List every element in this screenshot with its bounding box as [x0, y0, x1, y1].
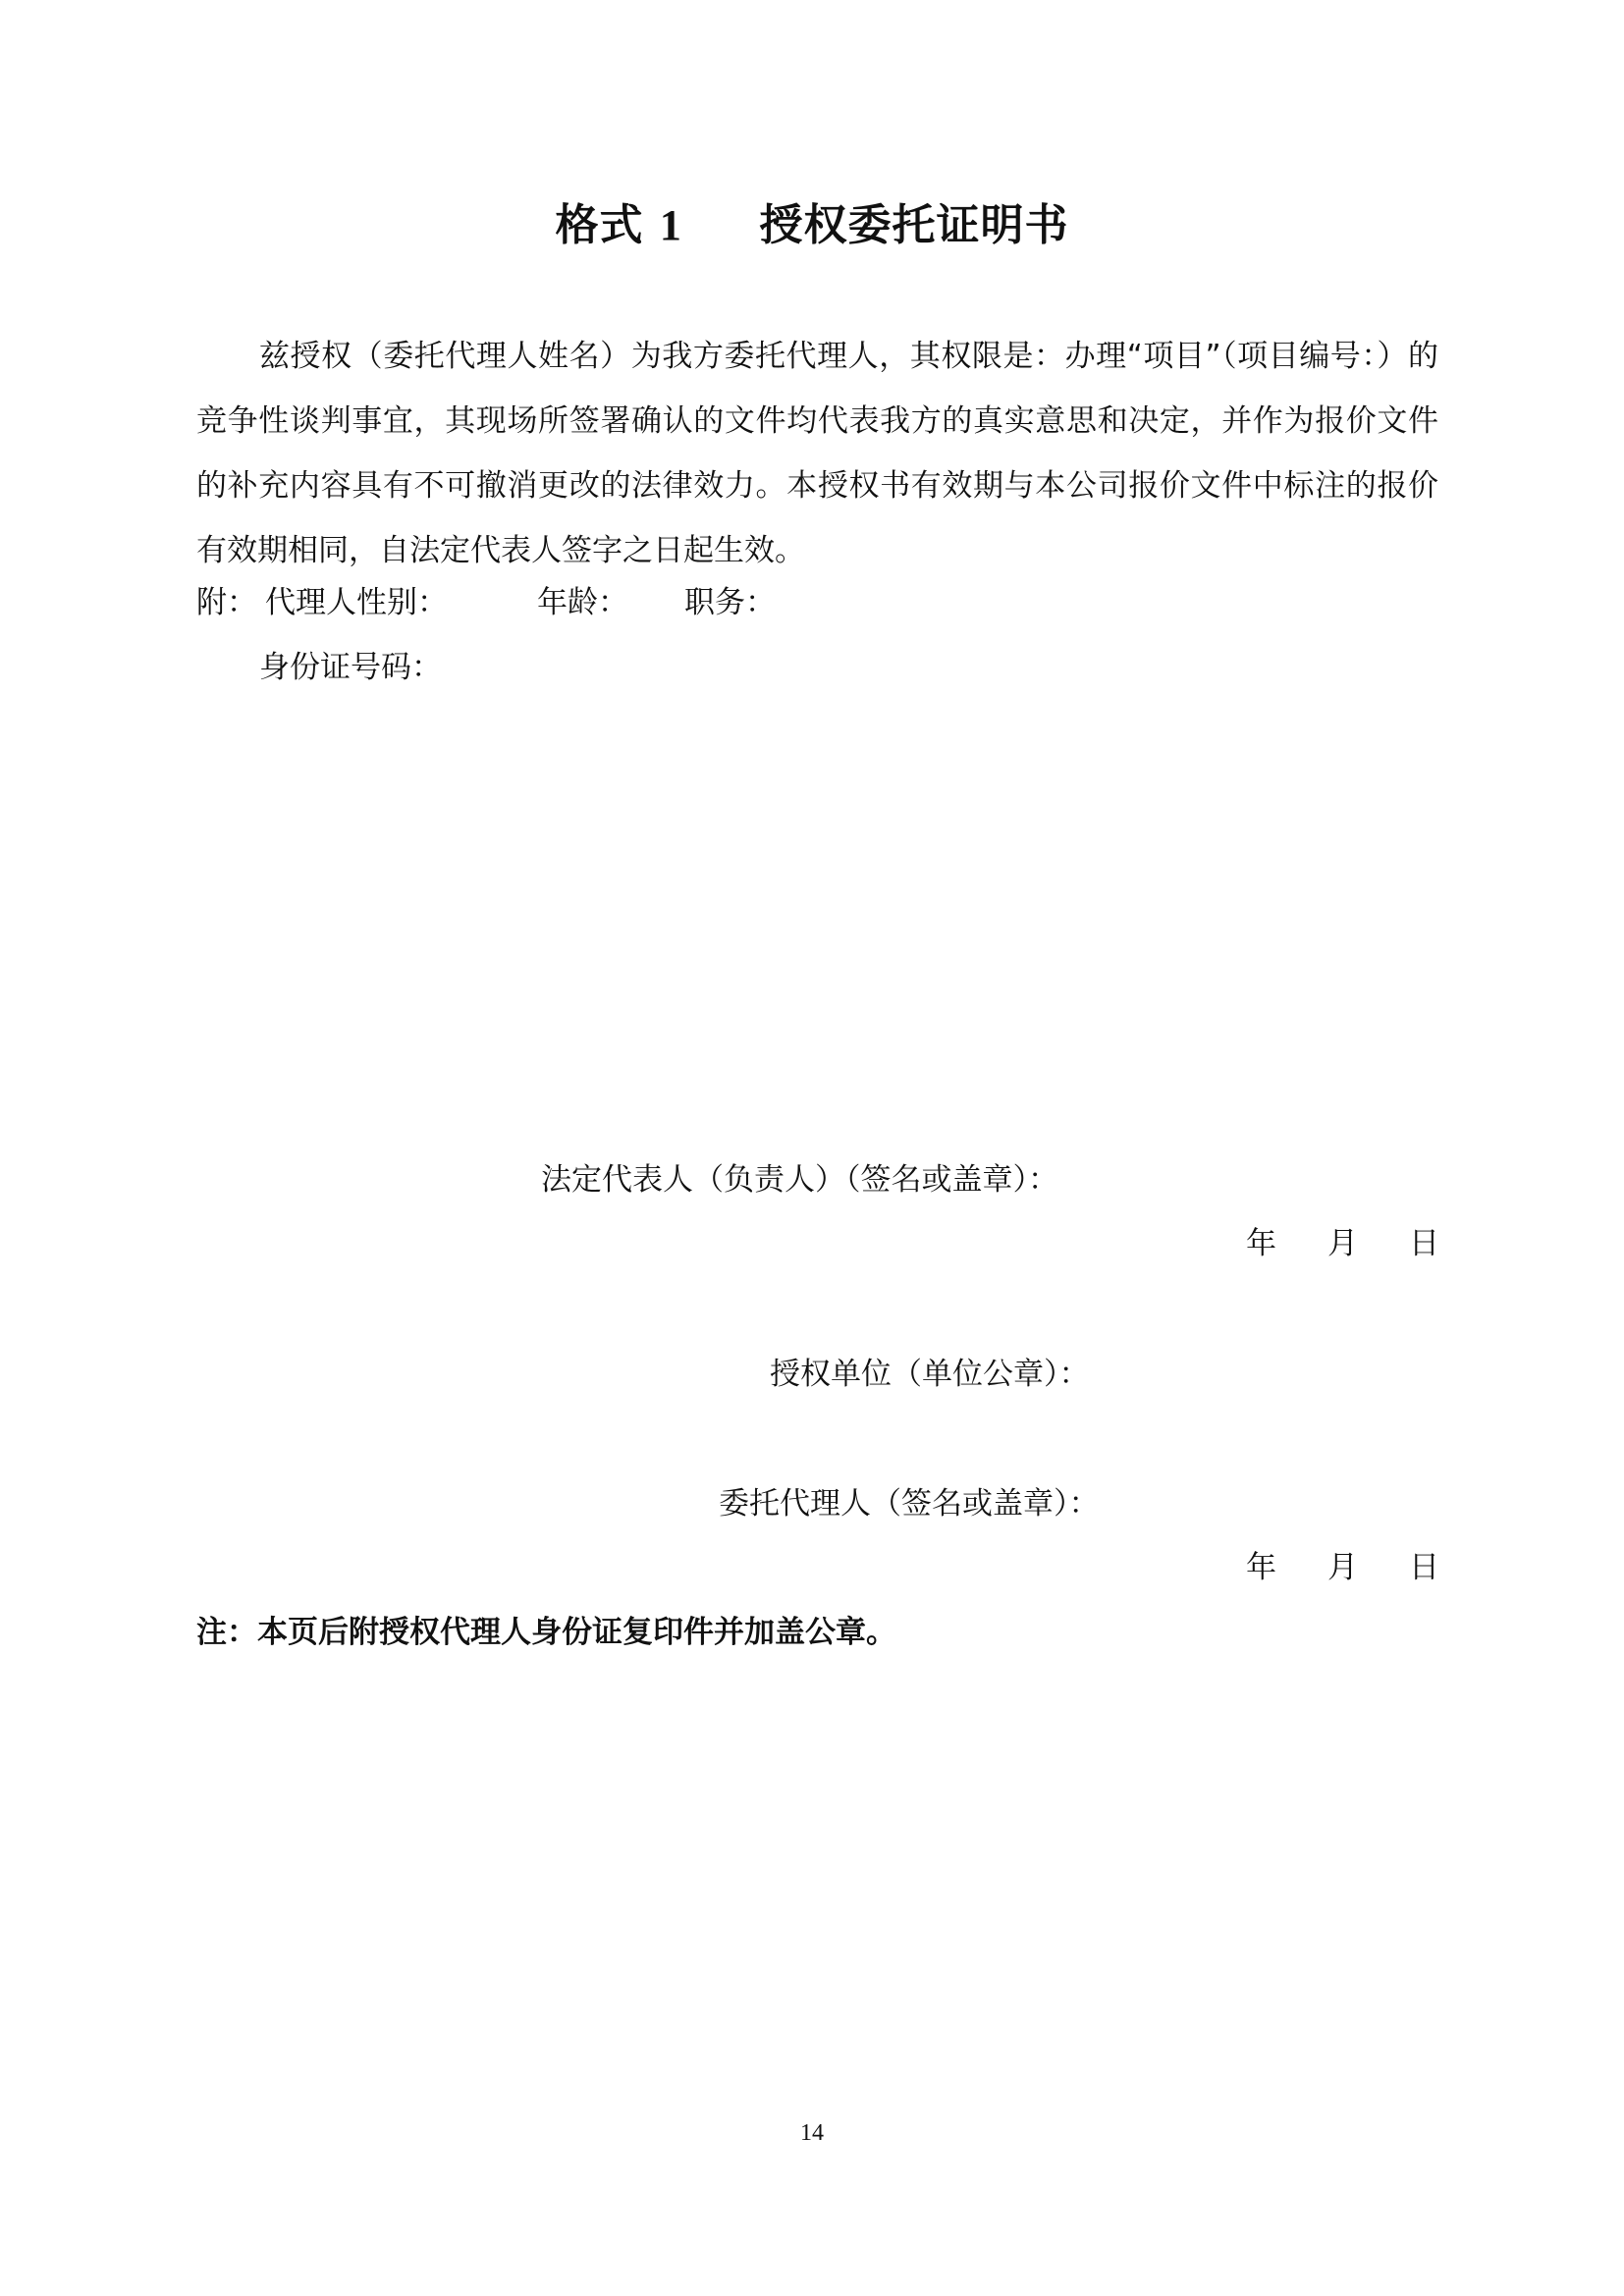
agent-signature-label: 委托代理人（签名或盖章）：: [719, 1486, 1100, 1522]
signature-date-1: [1246, 1222, 1439, 1265]
date-year-label: 年: [1246, 1226, 1276, 1261]
note-text: 注：本页后附授权代理人身份证复印件并加盖公章。: [196, 1615, 896, 1650]
signature-date-2: [1246, 1546, 1439, 1589]
date-day-label: 日: [1409, 1226, 1439, 1261]
id-number-label: 身份证号码：: [259, 650, 442, 685]
date-day-label: 日: [1409, 1550, 1439, 1585]
title-text: 授权委托证明书: [759, 200, 1069, 250]
legal-representative-signature-label: 法定代表人（负责人）（签名或盖章）：: [541, 1162, 1058, 1198]
page-title: [0, 196, 1624, 255]
date-month-label: 月: [1327, 1550, 1358, 1585]
title-prefix: 格式: [555, 200, 644, 250]
authorization-paragraph: 兹授权（委托代理人姓名）为我方委托代理人，其权限是：办理“项目”（项目编号：）的竞争性谈判事宜，其现场所签署确认的文件均代表我方的真实意思和决定，并作为报价文件的补充内容具有不可撤消更改的法律效力。本授权书有效期与本公司报价文件中标注的报价有效期相同，自法定代表人签字之日起生效。: [196, 339, 1438, 568]
agent-gender-label: 代理人性别：: [265, 585, 448, 620]
date-month-label: 月: [1327, 1226, 1358, 1261]
attachment-label: 附：: [196, 585, 257, 620]
date-year-label: 年: [1246, 1550, 1276, 1585]
attachment-row: [196, 581, 776, 624]
authorizing-unit-seal-label: 授权单位（单位公章）：: [770, 1357, 1090, 1392]
agent-age-label: 年龄：: [537, 585, 628, 620]
agent-position-label: 职务：: [684, 585, 776, 620]
page-number: 14: [800, 2120, 824, 2146]
title-number: 1: [659, 201, 682, 249]
